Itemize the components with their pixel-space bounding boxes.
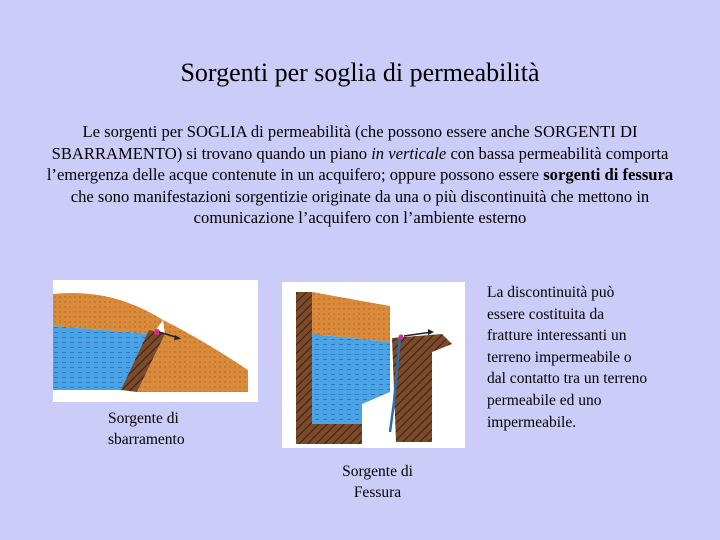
sbarramento-diagram [53,280,258,402]
fessura-caption [320,461,435,503]
sbarramento-caption [108,408,185,450]
spring-point-icon [399,335,404,340]
slide-title: Sorgenti per soglia di permeabilità [180,58,540,87]
caption-line: Sorgente di [342,463,413,480]
caption-line: Sorgente di [108,410,179,427]
side-note: La discontinuità può essere costituita da fratture interessanti un terreno impermeabile o dal contatto tra un terreno permeabile ed uno impermeabile. [487,284,648,431]
paragraph-part-1: Le sorgenti per SOGLIA di permeabilità (che possono essere anche SORGENTI DI SBARRAMENTO) si trovano quando un piano [51,122,638,163]
description-paragraph [40,121,680,229]
caption-line: sbarramento [108,431,185,448]
paragraph-bold-term: sorgenti di fessura [543,165,674,185]
fessura-diagram [282,282,465,448]
paragraph-part-3: con bassa permeabilità comporta l’emergenza delle acque contenute in un acquifero; oppure possono essere [46,143,669,185]
paragraph-part-5: che sono manifestazioni sorgentizie originate da una o più discontinuità che mettono in comunicazione l’acquifero con l’ambiente esterno [70,186,650,228]
paragraph-italic-term: in verticale [371,143,447,163]
caption-line: Fessura [353,484,402,501]
